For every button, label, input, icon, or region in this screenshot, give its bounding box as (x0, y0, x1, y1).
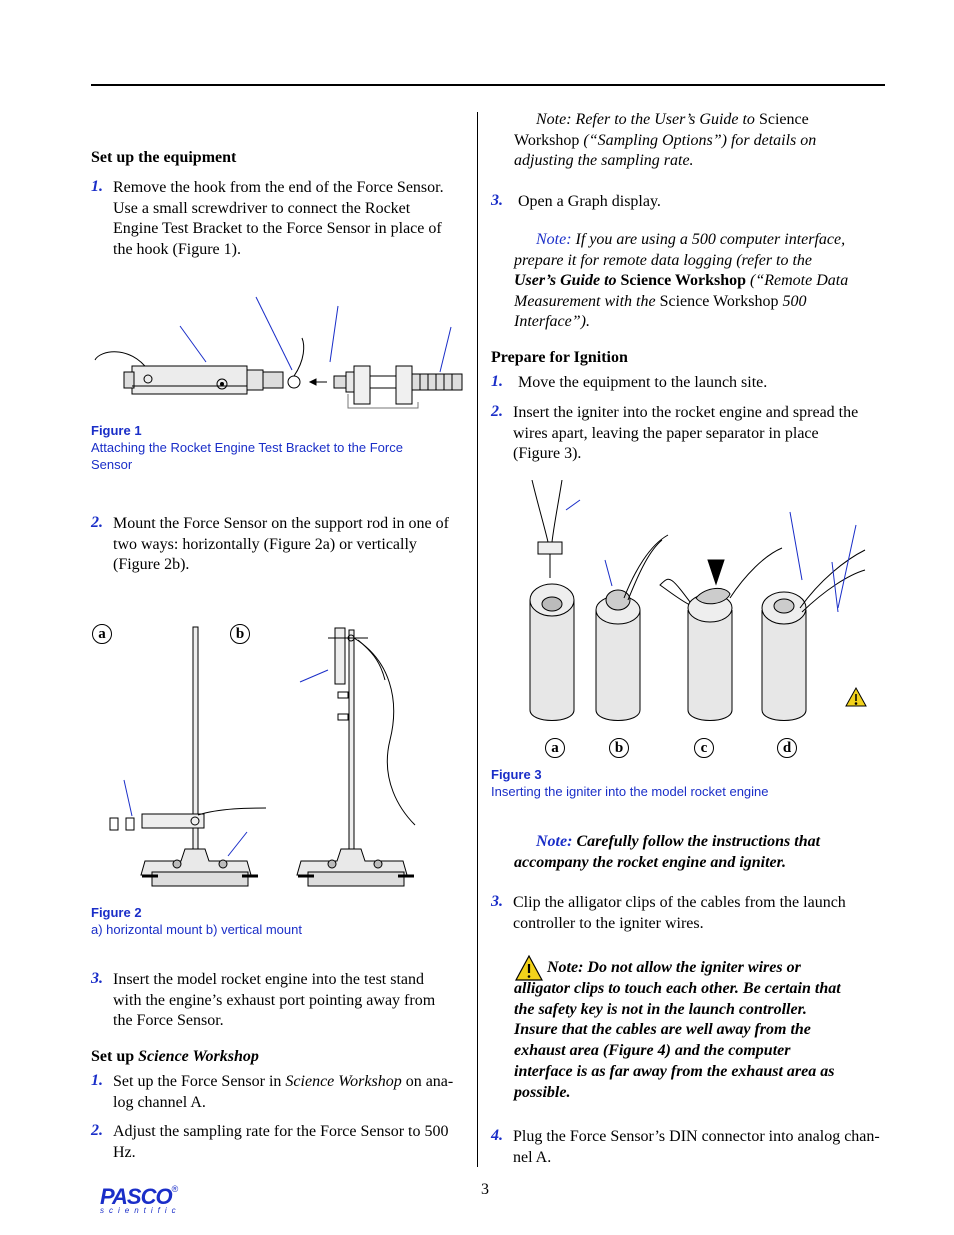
step2-text: Mount the Force Sensor on the support rod in one of two ways: horizontally (Figure 2a) or vertically (Figure 2b). (113, 515, 449, 574)
column-divider (477, 112, 478, 1167)
figure1-caption: Figure 1 Attaching the Rocket Engine Test Bracket to the Force Sensor (91, 423, 403, 472)
ign1-text: Move the equipment to the launch site. (518, 374, 768, 391)
step-number: 2. (491, 403, 503, 420)
science-workshop-heading: Set up Science Workshop (91, 1048, 259, 1065)
ign2-text: Insert the igniter into the rocket engine and spread the wires apart, leaving the paper separator in place (Figure 3). (513, 404, 859, 463)
step-number: 2. (91, 1122, 103, 1139)
step-number: 2. (91, 514, 103, 531)
figure3-label-a: a (545, 738, 565, 758)
plug-text: Plug the Force Sensor’s DIN connector into analog chan- nel A. (513, 1128, 880, 1166)
figure2-label-b: b (230, 624, 250, 644)
step-number: 3. (491, 893, 503, 910)
ignition-heading: Prepare for Ignition (491, 349, 628, 366)
step-number: 4. (491, 1127, 503, 1144)
clip-text: Clip the alligator clips of the cables from the launch controller to the igniter wires. (513, 894, 846, 932)
step-number: 3. (91, 970, 103, 987)
page-number: 3 (481, 1181, 489, 1198)
step-number: 3. (491, 192, 503, 209)
figure2-label-a: a (92, 624, 112, 644)
step-number: 1. (91, 1072, 103, 1089)
sw2-text: Adjust the sampling rate for the Force Sensor to 500 Hz. (113, 1123, 449, 1161)
figure3-label-b: b (609, 738, 629, 758)
figure2-caption: Figure 2 a) horizontal mount b) vertical mount (91, 905, 302, 937)
figure3-caption: Figure 3 Inserting the igniter into the model rocket engine (491, 767, 769, 799)
figure2-illustration (100, 620, 420, 892)
note-remote-logging: Note: If you are using a 500 computer interface, prepare it for remote data logging (refer to the User’s Guide to Science Workshop (“Remote Data Measurement with the Science Workshop 500 Interface”). (514, 231, 849, 331)
figure3-label-d: d (777, 738, 797, 758)
sw1-text: Set up the Force Sensor in Science Workshop on ana- log channel A. (113, 1073, 454, 1111)
step1-text: Remove the hook from the end of the Force Sensor. Use a small screwdriver to connect the Rocket Engine Test Bracket to the Force Sensor in place of the hook (Figure 1). (113, 179, 444, 258)
open-graph-text: Open a Graph display. (518, 193, 661, 210)
figure3-label-c: c (694, 738, 714, 758)
figure1-illustration (90, 290, 475, 420)
header-rule (91, 84, 885, 86)
setup-heading: Set up the equipment (91, 149, 237, 166)
step3-text: Insert the model rocket engine into the test stand with the engine’s exhaust port pointing away from the Force Sensor. (113, 971, 436, 1030)
figure3-illustration (520, 480, 870, 742)
warning-note: Note: Do not allow the igniter wires or alligator clips to touch each other. Be certain that the safety key is not in the launch controller. Insure that the cables are well away from the exhaust area (Figure 4) and the computer interface is as far away from the exhaust area as possible. (514, 959, 841, 1101)
note-sampling: Note: Refer to the User’s Guide to Science Workshop (“Sampling Options”) for details on adjusting the sampling rate. (514, 111, 817, 170)
step-number: 1. (491, 373, 503, 390)
pasco-logo: PASCO® scientific (100, 1184, 181, 1215)
note-follow-instructions: Note: Carefully follow the instructions that accompany the rocket engine and igniter. (514, 833, 821, 871)
step-number: 1. (91, 178, 103, 195)
